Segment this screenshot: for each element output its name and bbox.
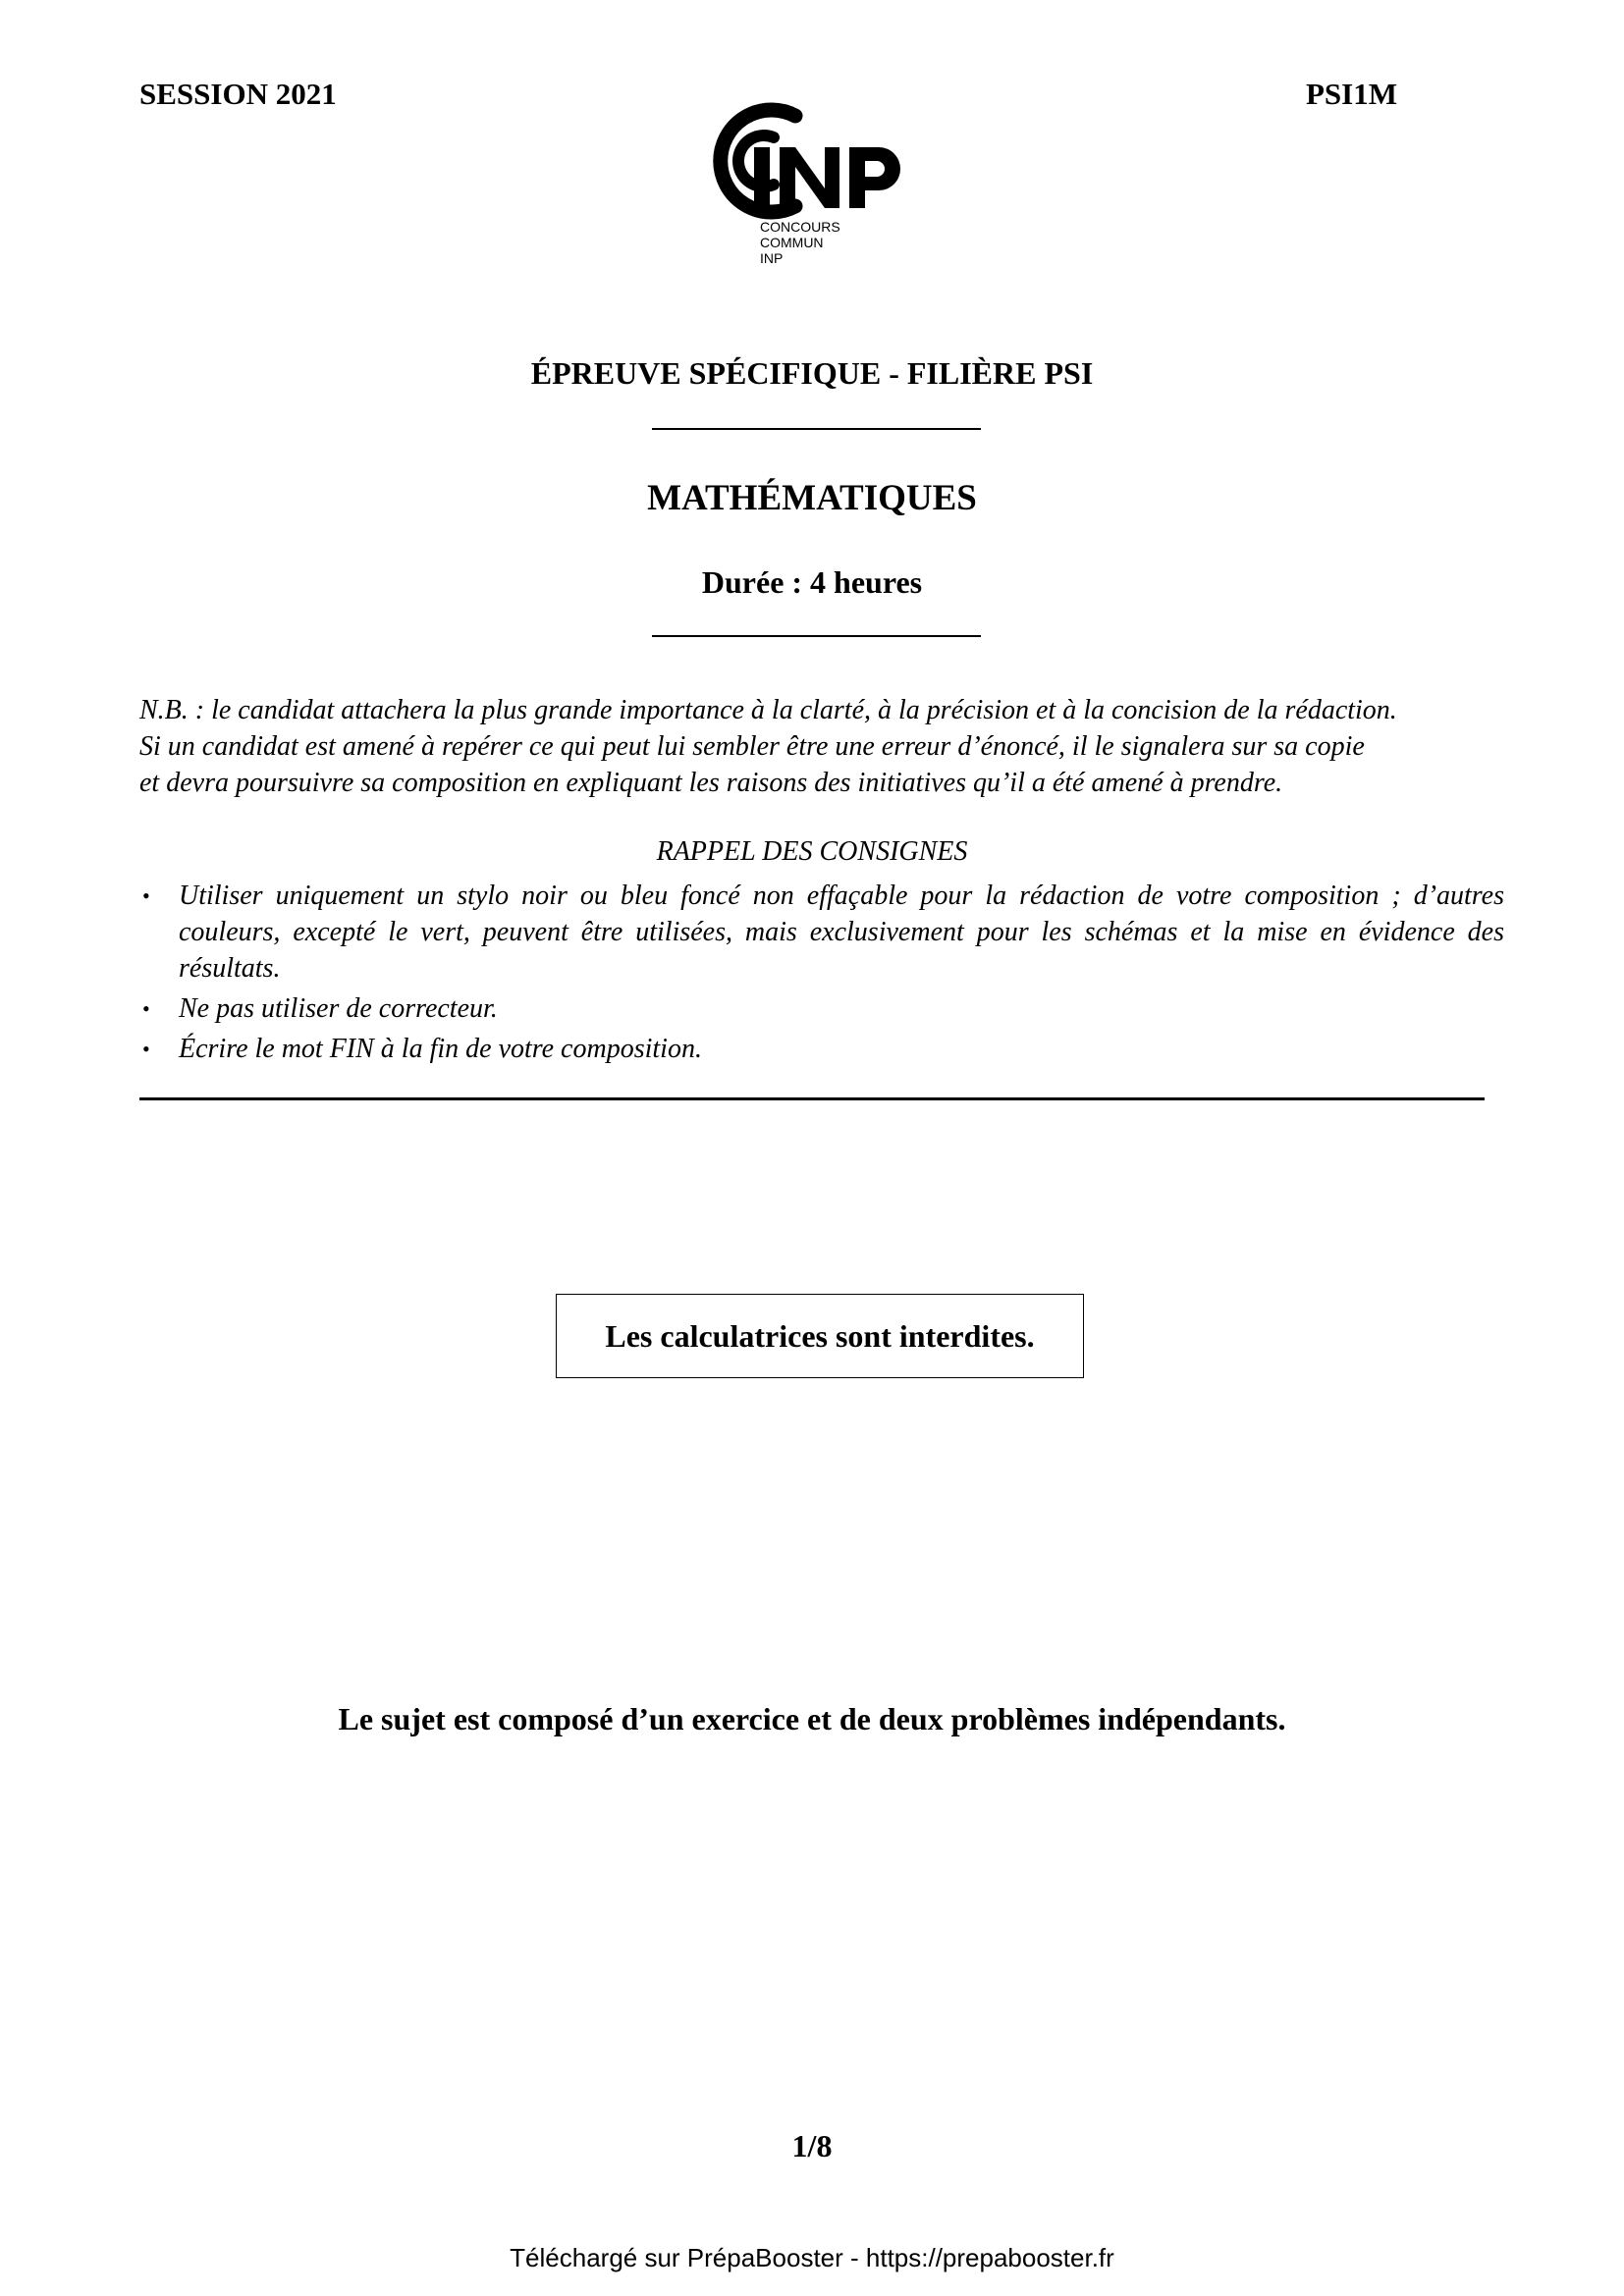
page-number: 1/8: [791, 2128, 833, 2163]
inp-logo-icon: [677, 69, 923, 270]
divider-long: [139, 1097, 1485, 1100]
bullet-icon: •: [142, 1037, 150, 1061]
nb-line: et devra poursuivre sa composition en expliquant les raisons des initiatives qu’il a été amené à prendre.: [139, 768, 1283, 798]
subject-title: MATHÉMATIQUES: [647, 478, 977, 518]
list-item: • Ne pas utiliser de correcteur.: [139, 990, 1504, 1027]
subject-composition: Le sujet est composé d’un exercice et de deux problèmes indépendants.: [338, 1701, 1286, 1736]
epreuve-title: ÉPREUVE SPÉCIFIQUE - FILIÈRE PSI: [530, 355, 1094, 391]
nb-line: N.B. : le candidat attachera la plus grande importance à la clarté, à la précision et à la concision de la rédaction.: [139, 695, 1397, 725]
bullet-icon: •: [142, 883, 150, 908]
nb-paragraph: [139, 692, 1504, 801]
divider-short: [652, 635, 981, 637]
concours-inp-logo: [677, 69, 923, 270]
nb-line: Si un candidat est amené à repérer ce qui peut lui sembler être une erreur d’énoncé, il le signalera sur sa copie: [139, 731, 1365, 762]
calculator-notice: Les calculatrices sont interdites.: [556, 1294, 1084, 1378]
list-item: • Écrire le mot FIN à la fin de votre composition.: [139, 1031, 1504, 1067]
duration: Durée : 4 heures: [701, 564, 923, 600]
list-item: • Utiliser uniquement un stylo noir ou bleu foncé non effaçable pour la rédaction de votre composition ; d’autres couleurs, excepté le vert, peuvent être utilisées, mais exclusivement pour les schémas et la mise en évidence des résultats.: [139, 878, 1504, 987]
bullet-icon: •: [142, 996, 150, 1021]
logo-line-2: COMMUN: [760, 235, 824, 250]
rappel-title: RAPPEL DES CONSIGNES: [656, 836, 968, 867]
exam-code: PSI1M: [1306, 77, 1397, 111]
consignes-list: [139, 878, 1504, 1071]
session-label: SESSION 2021: [139, 77, 337, 111]
logo-line-1: CONCOURS: [760, 219, 840, 235]
divider-short: [652, 428, 981, 430]
download-footer: Téléchargé sur PrépaBooster - https://prepabooster.fr: [510, 2243, 1114, 2272]
logo-line-3: INP: [760, 250, 784, 266]
